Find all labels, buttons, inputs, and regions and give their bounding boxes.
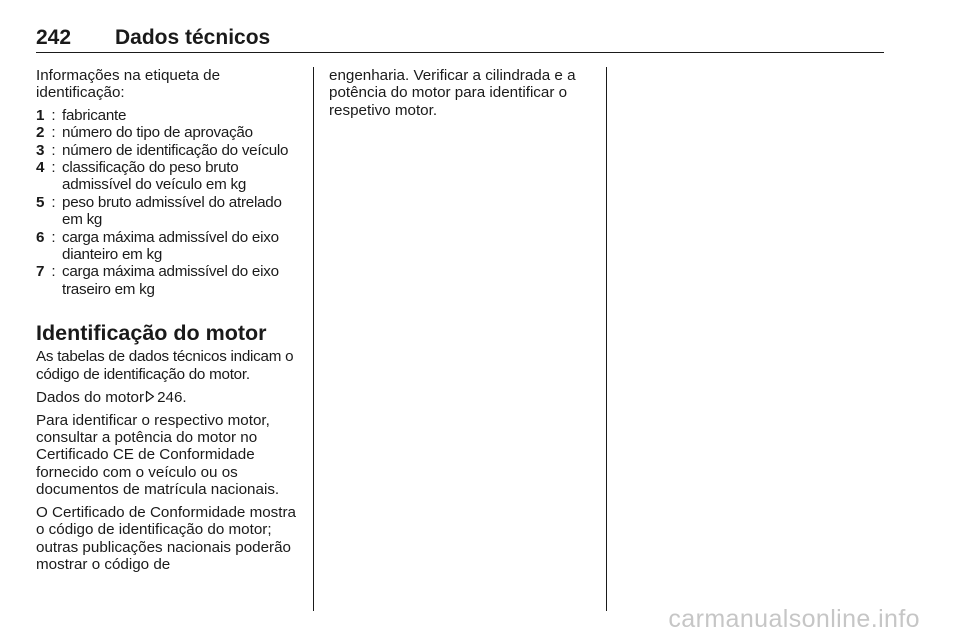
list-item bbox=[36, 107, 302, 124]
legend-text: carga máxima admissível do eixo traseiro em kg bbox=[62, 263, 279, 298]
legend-text: peso bruto admissível do atrelado em kg bbox=[62, 193, 282, 229]
column-divider bbox=[313, 67, 314, 611]
legend-text: fabricante bbox=[62, 106, 127, 124]
legend-number: 2 bbox=[36, 124, 45, 142]
paragraph: Para identificar o respectivo motor, consultar a potência do motor no Certificado CE de Conformidade fornecido com o veículo ou os documentos de matrícula nacionais. bbox=[36, 411, 280, 499]
page-number: 242 bbox=[36, 26, 72, 49]
legend-number: 1 bbox=[36, 106, 45, 124]
paragraph-continuation: engenharia. Verificar a cilindrada e a potência do motor para identificar o respetivo motor. bbox=[329, 67, 576, 119]
label-legend-list bbox=[36, 107, 302, 298]
legend-separator: : bbox=[51, 193, 56, 211]
chapter-title: Dados técnicos bbox=[115, 26, 271, 49]
legend-number: 6 bbox=[36, 228, 45, 246]
page-header bbox=[36, 26, 884, 53]
list-item bbox=[36, 159, 302, 194]
paragraph: O Certificado de Conformidade mostra o código de identificação do motor; outras publicações nacionais poderão mostrar o código de bbox=[36, 504, 296, 574]
column-left bbox=[36, 67, 302, 579]
column-middle bbox=[329, 67, 597, 125]
list-item bbox=[36, 124, 302, 141]
legend-separator: : bbox=[51, 124, 56, 142]
list-item bbox=[36, 142, 302, 159]
paragraph: As tabelas de dados técnicos indicam o código de identificação do motor. bbox=[36, 348, 294, 383]
reference-text: Dados do motor bbox=[36, 388, 145, 406]
list-item bbox=[36, 263, 302, 298]
page-reference-triangle-icon[interactable] bbox=[145, 390, 155, 403]
list-item bbox=[36, 229, 302, 264]
legend-text: classificação do peso bruto admissível do veículo em kg bbox=[62, 159, 247, 194]
page-link[interactable]: 246. bbox=[157, 388, 187, 406]
legend-number: 4 bbox=[36, 159, 45, 177]
legend-text: carga máxima admissível do eixo dianteiro em kg bbox=[62, 228, 279, 264]
legend-separator: : bbox=[51, 228, 56, 246]
label-intro-text: Informações na etiqueta de identificação: bbox=[36, 67, 221, 102]
section-heading: Identificação do motor bbox=[36, 321, 267, 346]
column-divider bbox=[606, 67, 607, 611]
legend-separator: : bbox=[51, 159, 56, 177]
legend-separator: : bbox=[51, 141, 56, 159]
legend-number: 5 bbox=[36, 193, 45, 211]
legend-separator: : bbox=[51, 263, 56, 281]
legend-text: número do tipo de aprovação bbox=[62, 124, 253, 142]
legend-number: 7 bbox=[36, 263, 45, 281]
list-item bbox=[36, 194, 302, 229]
legend-separator: : bbox=[51, 106, 56, 124]
watermark: carmanualsonline.info bbox=[668, 605, 920, 633]
legend-text: número de identificação do veículo bbox=[62, 141, 289, 159]
paragraph-engine-data-ref bbox=[36, 389, 302, 406]
legend-number: 3 bbox=[36, 141, 45, 159]
